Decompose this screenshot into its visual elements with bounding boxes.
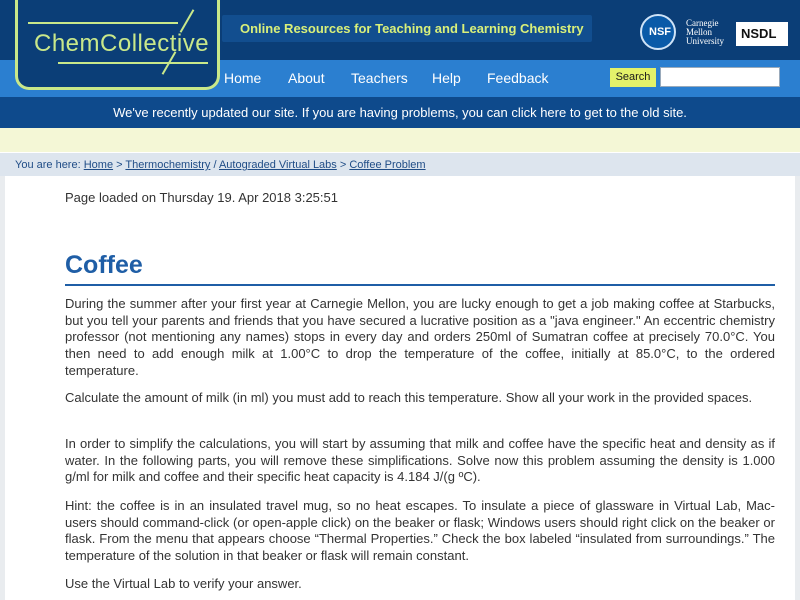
logo-decor-line xyxy=(58,62,208,64)
nsdl-logo[interactable] xyxy=(736,22,788,46)
breadcrumb-thermochemistry[interactable]: Thermochemistry xyxy=(125,159,211,171)
problem-assumptions-paragraph: In order to simplify the calculations, you will start by assuming that milk and coffee have the specific heat and density as if water. In the following parts, you will remove these simplifications. Solve now this problem assuming the density is 1.000 g/ml for milk and coffee and their specific heat capacity is 4.184 J/(g ºC). xyxy=(65,436,775,485)
nav-about[interactable]: About xyxy=(288,70,325,86)
header-band xyxy=(0,128,800,152)
breadcrumb-separator: / xyxy=(213,159,217,171)
cmu-line: Carnegie xyxy=(686,18,719,28)
site-notice-text[interactable]: We've recently updated our site. If you are having problems, you can click here to get to the old site. xyxy=(113,105,687,120)
nsdl-logo-text: NSDL xyxy=(741,26,777,41)
nav-teachers[interactable]: Teachers xyxy=(351,70,408,86)
site-notice-bar[interactable] xyxy=(0,97,800,128)
search-input[interactable] xyxy=(660,67,780,87)
problem-task-paragraph: Calculate the amount of milk (in ml) you must add to reach this temperature. Show all your work in the provided spaces. xyxy=(65,390,753,405)
chemcollective-logo[interactable] xyxy=(15,0,220,90)
logo-text: ChemCollective xyxy=(34,30,210,57)
breadcrumb-separator: > xyxy=(116,159,123,171)
breadcrumb xyxy=(0,153,800,176)
content-border-right xyxy=(795,176,800,600)
logo-decor-line xyxy=(28,22,178,24)
title-divider xyxy=(65,284,775,286)
site-tagline: Online Resources for Teaching and Learning Chemistry xyxy=(240,21,584,36)
page-loaded-timestamp: Page loaded on Thursday 19. Apr 2018 3:25:51 xyxy=(65,190,338,205)
content-border-left xyxy=(0,176,5,600)
problem-verify-paragraph: Use the Virtual Lab to verify your answer. xyxy=(65,576,302,591)
breadcrumb-coffee-problem[interactable]: Coffee Problem xyxy=(349,159,426,171)
cmu-line: Mellon xyxy=(686,27,712,37)
breadcrumb-prefix: You are here: xyxy=(15,159,81,171)
cmu-line: University xyxy=(686,36,724,46)
breadcrumb-autograded-labs[interactable]: Autograded Virtual Labs xyxy=(218,159,337,171)
nav-home[interactable]: Home xyxy=(224,70,262,86)
page-title: Coffee xyxy=(65,251,143,279)
problem-intro-paragraph: During the summer after your first year at Carnegie Mellon, you are lucky enough to get a job making coffee at Starbucks, but you tell your parents and friends that you have secured a lucrative position as a "java engineer." An eccentric chemistry professor (not mentioning any names) stops in every day and orders 250ml of Sumatran coffee at precisely 70.0°C. You then need to add enough milk at 1.00°C to drop the temperature of the coffee, initially at 85.0°C, to the ordered temperature. xyxy=(65,296,775,378)
breadcrumb-separator: > xyxy=(339,159,347,171)
nsf-logo-text: NSF xyxy=(649,26,671,38)
nav-help[interactable]: Help xyxy=(432,70,461,86)
site-tagline-box xyxy=(222,15,592,42)
nav-feedback[interactable]: Feedback xyxy=(487,70,549,86)
search-button[interactable]: Search xyxy=(610,68,656,87)
cmu-logo[interactable] xyxy=(686,19,724,46)
breadcrumb-home[interactable]: Home xyxy=(83,159,114,171)
nsf-logo-icon[interactable] xyxy=(640,14,676,50)
problem-hint-paragraph: Hint: the coffee is in an insulated travel mug, so no heat escapes. To insulate a piece of glassware in Virtual Lab, Mac-users should command-click (or open-apple click) on the beaker or flask; Windows users should right click on the beaker or flask. From the menu that appears choose “Thermal Properties.” Check the box labeled “insulated from surroundings.” The temperature of the solution in that beaker or flask will remain constant. xyxy=(65,498,775,564)
